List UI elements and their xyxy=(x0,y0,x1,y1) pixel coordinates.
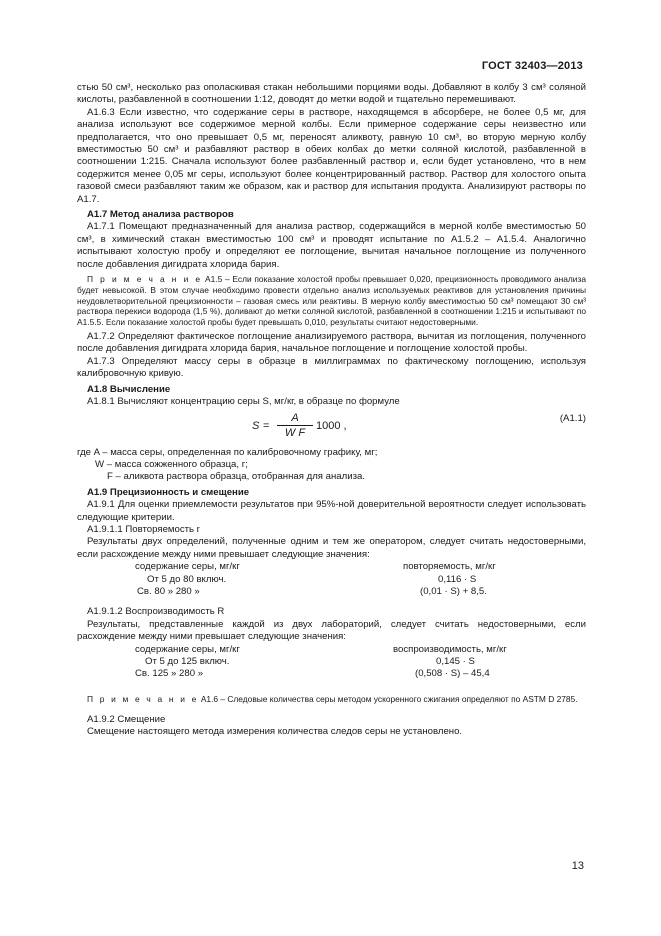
reproducibility-range: От 5 до 125 включ. xyxy=(145,655,230,667)
heading-a1-9: А1.9 Прецизионность и смещение xyxy=(87,486,250,498)
where-a: где A – масса серы, определенная по калибровочному графику, мг; xyxy=(77,446,378,458)
repeatability-value: 0,116 · S xyxy=(438,573,477,585)
paragraph-a1-7-2: А1.7.2 Определяют фактическое поглощение анализируемого раствора, вычитая из поглощения, полученного после добавления дигидрата хлорида бария, начальное поглощение и поглощение холостой пробы. xyxy=(77,331,586,355)
paragraph-a1-9-2-text: Смещение настоящего метода измерения количества следов серы не установлено. xyxy=(87,725,463,737)
formula-number: (А1.1) xyxy=(559,412,586,424)
paragraph-a1-7-3: А1.7.3 Определяют массу серы в образце в миллиграммах по фактическому поглощению, используя калибровочную кривую. xyxy=(77,355,586,380)
formula-equals: = xyxy=(263,419,270,432)
note-text: А1.5 – Если показание холостой пробы превышает 0,020, прецизионность проводимого анализа будет невысокой. В этом случае необходимо провести отдельно анализ используемых реактивов для установления причины неудовлетворительной прецизионности – газовая смесь или реактивы. В мерную колбу вместимостью 50 см³ помещают 30 см³ раствора перекиси водорода (1,5 %), доливают до метки соляной кислотой, разбавленной в соотношении 1:215 и испытывают по А1.5.5. Если показание холостой пробы будет превышать 0,010, результаты считают недостоверными. xyxy=(77,274,586,328)
repeatability-row xyxy=(77,586,586,598)
paragraph-a1-9-1-1: А1.9.1.1 Повторяемость r xyxy=(87,523,200,535)
reproducibility-col2: воспроизводимость, мг/кг xyxy=(393,643,507,655)
repeatability-range: Св. 80 » 280 » xyxy=(137,585,200,597)
reproducibility-header-row xyxy=(77,644,586,656)
document-header-id: ГОСТ 32403—2013 xyxy=(481,60,583,72)
note-label: П р и м е ч а н и е xyxy=(87,274,203,285)
repeatability-header-row xyxy=(77,561,586,573)
document-body xyxy=(77,82,586,738)
formula-lhs: S xyxy=(252,419,260,432)
formula-denominator: W F xyxy=(284,426,306,439)
paragraph-a1-7-1: А1.7.1 Помещают предназначенный для анализа раствор, содержащийся в мерной колбе вместимостью 50 см³, в химический стакан вместимостью 100 см³ и проводят испытание по А1.5.2 – А1.5.4. Аналогично испытывают холостую пробу и определяют ее поглощение, вычитая начальное поглощение из полученного после добавления дигидрата хлорида бария. xyxy=(77,221,586,270)
where-w: W – масса сожженного образца, г; xyxy=(95,458,248,470)
note-text: А1.6 – Следовые количества серы методом ускоренного сжигания определяют по ASTM D 2785. xyxy=(200,693,578,704)
where-f: F – аликвота раствора образца, отобранная для анализа. xyxy=(107,471,365,483)
heading-a1-7: А1.7 Метод анализа растворов xyxy=(87,209,234,221)
heading-a1-8: А1.8 Вычисление xyxy=(87,383,171,395)
paragraph-a1-9-1: А1.9.1 Для оценки приемлемости результатов при 95%-ной доверительной вероятности следует использовать следующие критерии. xyxy=(77,499,586,523)
formula-factor: 1000 , xyxy=(316,419,347,432)
paragraph-continuation: стью 50 см³, несколько раз ополаскивая стакан небольшими порциями воды. Добавляют в колбу 3 см³ соляной кислоты, разбавленной в соотношении 1:12, доводят до метки водой и тщательно перемешивают. xyxy=(77,82,586,106)
repeatability-range: От 5 до 80 включ. xyxy=(147,573,227,585)
paragraph-a1-9-1-2-text: Результаты, представленные каждой из двух лабораторий, следует считать недостоверными, если расхождение между ними превышает следующие значения: xyxy=(77,618,586,643)
formula-a1-1 xyxy=(77,411,586,445)
reproducibility-value: (0,508 · S) – 45,4 xyxy=(415,668,490,680)
repeatability-row xyxy=(77,574,586,586)
formula-numerator: A xyxy=(277,411,313,426)
reproducibility-row xyxy=(77,656,586,668)
reproducibility-range: Св. 125 » 280 » xyxy=(135,668,204,680)
note-a1-5 xyxy=(77,274,586,328)
repeatability-value: (0,01 · S) + 8,5. xyxy=(420,585,487,597)
paragraph-a1-9-1-2: А1.9.1.2 Воспроизводимость R xyxy=(87,606,225,618)
paragraph-a1-9-1-1-text: Результаты двух определений, полученные одним и тем же оператором, следует считать недостоверными, если расхождение между ними превышает следующие значения: xyxy=(77,536,586,560)
note-label: П р и м е ч а н и е xyxy=(87,693,199,704)
note-a1-6 xyxy=(77,694,586,705)
paragraph-a1-9-2: А1.9.2 Смещение xyxy=(87,713,166,725)
formula-fraction xyxy=(277,411,313,440)
reproducibility-value: 0,145 · S xyxy=(436,655,475,667)
paragraph-a1-6-3: А1.6.3 Если известно, что содержание серы в растворе, находящемся в абсорбере, не более 0,5 мг, для анализа используют все содержимое мерной колбы. Если примерное содержание серы неизвестно или предполагается, что оно превышает 0,5 мг, переносят аликвоту, равную 10 см³, во вторую мерную колбу вместимостью 50 см³ и разбавляют раствор в обеих колбах до метки соляной кислотой, разбавленной в соотношении 1:215. Сначала используют более разбавленный раствор и, если будет установлено, что в нем содержится менее 0,05 мг серы, используют более концентрированный раствор. Раствор для холостого опыта газовой смеси разбавляют таким же образом, как и раствор для испытания продукта. Анализируют растворы по А1.7. xyxy=(77,106,586,205)
reproducibility-col1: содержание серы, мг/кг xyxy=(135,643,240,655)
paragraph-a1-8-1: А1.8.1 Вычисляют концентрацию серы S, мг/кг, в образце по формуле xyxy=(87,396,400,408)
repeatability-col1: содержание серы, мг/кг xyxy=(135,561,240,573)
repeatability-col2: повторяемость, мг/кг xyxy=(403,561,496,573)
page-number: 13 xyxy=(571,860,584,872)
reproducibility-row xyxy=(77,668,586,680)
